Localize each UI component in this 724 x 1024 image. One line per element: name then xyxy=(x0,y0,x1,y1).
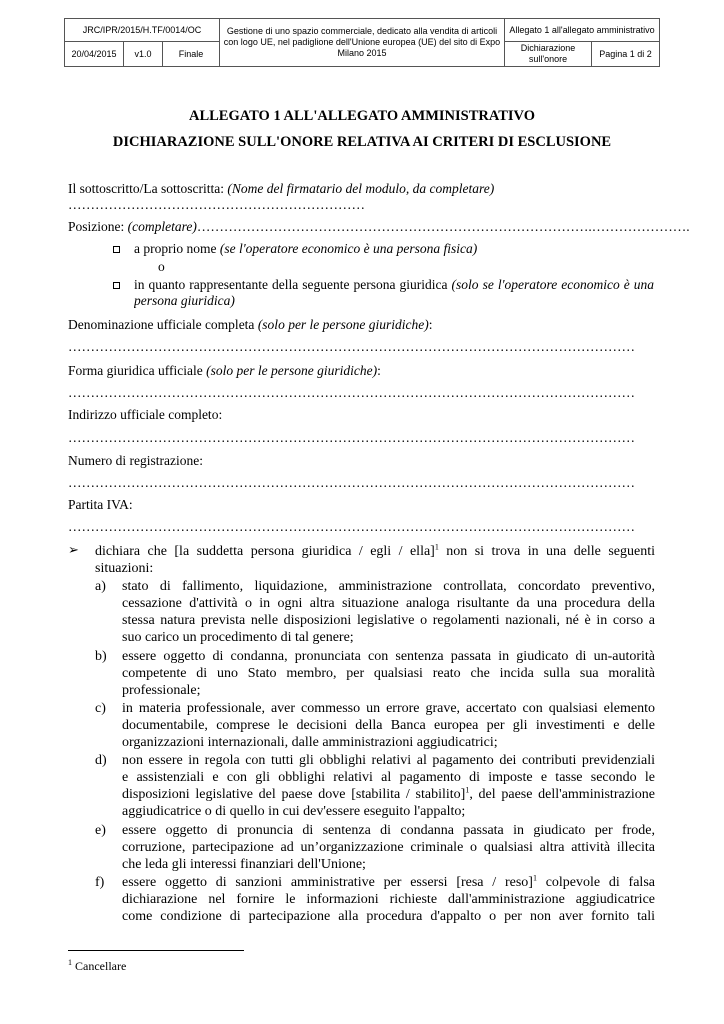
header-subject: Gestione di uno spazio commerciale, dedicato alla vendita di articoli con logo UE, nel padiglione dell'Unione europea (UE) del sito di Expo Milano 2015 xyxy=(220,19,505,67)
signer-line: Il sottoscritto/La sottoscritta: (Nome del firmatario del modulo, da completare) xyxy=(68,181,495,196)
item-letter: f) xyxy=(95,875,105,890)
option2-label: in quanto rappresentante della seguente persona giuridica (solo se l'operatore economico è una persona giuridica) xyxy=(134,277,654,308)
vat-dots: ……………………………………………………………………………………………………………… xyxy=(68,519,635,534)
option2-checkbox[interactable] xyxy=(113,282,120,289)
header-page: Pagina 1 di 2 xyxy=(592,42,660,67)
registration-label: Numero di registrazione: xyxy=(68,453,203,468)
header-version: v1.0 xyxy=(124,42,163,67)
item-text: stato di fallimento, liquidazione, amministrazione controllata, concordato preventivo, cessazione d'attività o in ogni altra situazione analoga risultante da una procedura della stessa natura prevista nelle disposizioni legislative o regolamenti nazionali, né è in corso a suo carico un procedimento di tal genere; xyxy=(122,579,655,645)
item-text: essere oggetto di pronuncia di sentenza di condanna passata in giudicato per frode, corruzione, partecipazione ad un’organizzazione criminale o qualsiasi altra attività illecita che leda gli interessi finanziari dell'Unione; xyxy=(122,823,655,872)
signer-dots: ………………………………………………………… xyxy=(68,197,365,212)
item-letter: c) xyxy=(95,701,106,716)
title-line-1: ALLEGATO 1 ALL'ALLEGATO AMMINISTRATIVO xyxy=(188,108,536,124)
name-label: Denominazione ufficiale completa (solo per le persone giuridiche): xyxy=(68,317,433,332)
header-date: 20/04/2015 xyxy=(65,42,124,67)
item-letter: b) xyxy=(95,649,107,664)
address-label: Indirizzo ufficiale completo: xyxy=(68,407,223,422)
legal-form-dots: ……………………………………………………………………………………………………………… xyxy=(68,385,635,400)
declaration-intro: dichiara che [la suddetta persona giuridica / egli / ella]$^1$ non si trova in una delle seguenti situazioni: xyxy=(95,543,655,576)
position-line: Posizione: (completare)…………………………………………………………………………….…………………. xyxy=(68,219,690,234)
option1-checkbox[interactable] xyxy=(113,246,120,253)
footnote-separator xyxy=(68,950,244,951)
name-dots: ……………………………………………………………………………………………………………… xyxy=(68,339,635,354)
item-letter: a) xyxy=(95,579,106,594)
header-ref: JRC/IPR/2015/H.TF/0014/OC xyxy=(65,19,220,42)
vat-label: Partita IVA: xyxy=(68,497,133,512)
item-text: non essere in regola con tutti gli obblighi relativi al pagamento dei contributi previdenziali e assistenziali e con gli obblighi relativi al pagamento di imposte e tasse secondo le disposizioni legislative del paese dove [stabilita / stabilito]$^1$, del paese dell'amministrazione aggiudicatrice o di quello in cui dev'essere eseguito l'appalto; xyxy=(122,753,655,819)
item-text: essere oggetto di sanzioni amministrative per essersi [resa / reso]$^1$ colpevole di falsa dichiarazione nel fornire le informazioni richieste dall'amministrazione aggiudicatrice come condizione di partecipazione alla procedura d'appalto o per non aver fornito tali xyxy=(122,874,655,924)
header-doc-label: Dichiarazione sull'onore xyxy=(505,42,592,67)
registration-dots: ……………………………………………………………………………………………………………… xyxy=(68,475,635,490)
legal-form-label: Forma giuridica ufficiale (solo per le persone giuridiche): xyxy=(68,363,381,378)
arrow-bullet-icon: ➢ xyxy=(68,543,79,558)
title-line-2: DICHIARAZIONE SULL'ONORE RELATIVA AI CRITERI DI ESCLUSIONE xyxy=(112,134,612,150)
item-letter: e) xyxy=(95,823,106,838)
header-status: Finale xyxy=(163,42,220,67)
document-header xyxy=(64,18,660,67)
header-annex: Allegato 1 all'allegato amministrativo xyxy=(505,19,660,42)
address-dots: ……………………………………………………………………………………………………………… xyxy=(68,430,635,445)
item-text: in materia professionale, aver commesso un errore grave, accertato con qualsiasi elemento documentabile, comprese le decisioni della Banca europea per gli investimenti e delle organizzazioni internazionali, dalle amministrazioni aggiudicatrici; xyxy=(122,701,655,750)
option1-label: a proprio nome (se l'operatore economico è una persona fisica) xyxy=(134,241,478,256)
item-letter: d) xyxy=(95,753,107,768)
footnote: $^1$ Cancellare xyxy=(68,958,127,973)
item-text: essere oggetto di condanna, pronunciata con sentenza passata in giudicato di un-autorità competente di uno Stato membro, per qualsiasi reato che incida sulla sua moralità professionale; xyxy=(122,649,655,698)
or-label: o xyxy=(158,259,165,274)
